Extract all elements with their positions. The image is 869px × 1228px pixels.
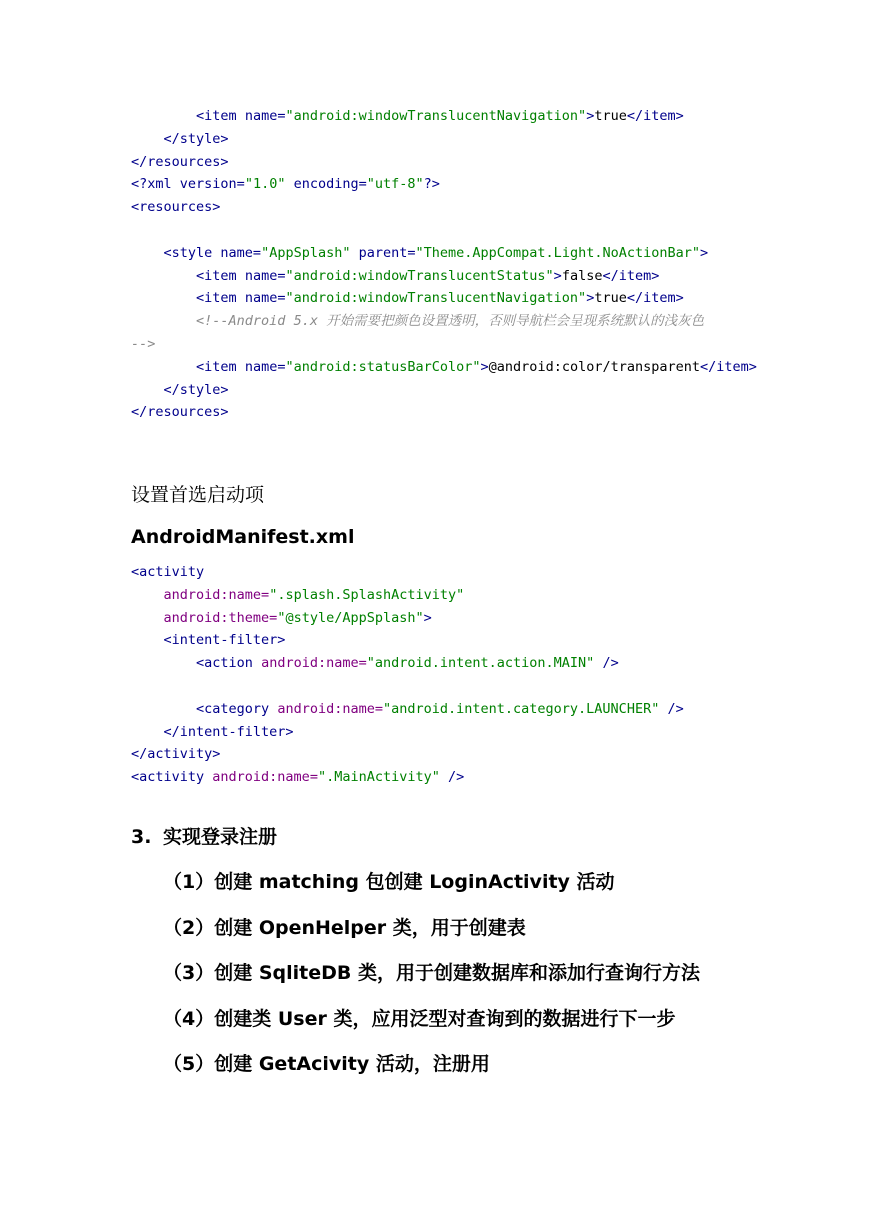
code-line — [131, 151, 757, 174]
code-token: true — [594, 290, 627, 307]
list-item: （1）创建 matching 包创建 LoginActivity 活动 — [163, 871, 615, 893]
code-token: </item> — [626, 108, 684, 124]
code-token: name= — [244, 267, 286, 284]
code-line — [131, 675, 684, 698]
code-token: <activity — [131, 564, 205, 580]
list-item: （4）创建类 User 类，应用泛型对查询到的数据进行下一步 — [163, 1008, 676, 1030]
code-token: "android:windowTranslucentNavigation" — [285, 108, 587, 124]
code-token: false — [561, 267, 603, 284]
section-number: 3. — [131, 826, 152, 848]
code-token: <action — [196, 655, 262, 672]
code-token: "android:windowTranslucentNavigation" — [285, 290, 587, 307]
code-block-manifest — [131, 561, 684, 789]
code-token: name= — [244, 358, 286, 375]
code-token: "utf-8" — [366, 176, 424, 193]
code-token: "android:windowTranslucentStatus" — [285, 267, 554, 284]
code-token: --> — [131, 335, 156, 352]
code-token: android:name= — [277, 700, 383, 717]
code-line — [131, 721, 684, 744]
code-token: <!--Android 5.x 开始需要把颜色设置透明，否则导航栏会呈现系统默认的浅灰色 — [196, 313, 705, 330]
code-token: <intent-filter> — [163, 632, 286, 649]
code-token: > — [480, 358, 489, 375]
code-line — [131, 356, 757, 379]
code-token: > — [586, 108, 595, 124]
code-token: "Theme.AppCompat.Light.NoActionBar" — [415, 244, 700, 261]
code-token: "android:statusBarColor" — [285, 358, 481, 375]
code-token: /> — [667, 700, 684, 717]
code-token: ?> — [423, 176, 440, 193]
code-token: > — [700, 244, 709, 261]
code-block-styles — [131, 105, 757, 424]
code-token: > — [553, 267, 562, 284]
code-line — [131, 128, 757, 151]
code-line — [131, 379, 757, 402]
code-token: </activity> — [131, 746, 221, 763]
code-token: <style — [163, 244, 221, 261]
code-token: </item> — [602, 267, 660, 284]
code-token: <item — [196, 267, 245, 284]
code-line — [131, 196, 757, 219]
code-token: <resources> — [131, 199, 221, 216]
code-token: parent= — [358, 244, 416, 261]
code-token: android:name= — [261, 655, 367, 672]
code-token: <item — [196, 108, 245, 124]
list-item: （5）创建 GetAcivity 活动，注册用 — [163, 1053, 490, 1075]
code-token: > — [423, 609, 432, 626]
heading-manifest: AndroidManifest.xml — [131, 526, 355, 548]
heading-startup: 设置首选启动项 — [131, 484, 265, 506]
code-token: true — [594, 108, 627, 124]
code-line — [131, 698, 684, 721]
code-token: <category — [196, 700, 278, 717]
code-line — [131, 333, 757, 356]
code-line — [131, 265, 757, 288]
code-token: version= — [179, 176, 245, 193]
code-token: name= — [244, 290, 286, 307]
code-token: @android:color/transparent — [488, 358, 700, 375]
code-token: android:name= — [212, 769, 318, 786]
section-title: 实现登录注册 — [163, 826, 278, 848]
code-token: "android.intent.category.LAUNCHER" — [382, 700, 668, 717]
code-token: </item> — [626, 290, 684, 307]
code-line — [131, 607, 684, 630]
code-token: </resources> — [131, 404, 229, 421]
code-token: </style> — [163, 381, 229, 398]
code-line — [131, 629, 684, 652]
code-token: </resources> — [131, 153, 229, 170]
code-token: "android.intent.action.MAIN" — [366, 655, 603, 672]
code-token: /> — [448, 769, 465, 786]
code-line — [131, 561, 684, 584]
code-token: </style> — [163, 130, 229, 147]
code-token: "@style/AppSplash" — [277, 609, 424, 626]
code-line — [131, 242, 757, 265]
code-token: > — [586, 290, 595, 307]
code-token: ".splash.SplashActivity" — [269, 586, 465, 603]
code-token: <item — [196, 358, 245, 375]
code-token: "1.0" — [244, 176, 294, 193]
code-token: <activity — [131, 769, 213, 786]
code-token: name= — [244, 108, 286, 124]
code-token: </intent-filter> — [163, 723, 294, 740]
code-token: <item — [196, 290, 245, 307]
code-token: </item> — [700, 358, 757, 375]
code-line — [131, 173, 757, 196]
code-token: android:name= — [163, 586, 270, 603]
code-token: name= — [220, 244, 262, 261]
code-token: encoding= — [293, 176, 367, 193]
list-item: （2）创建 OpenHelper 类，用于创建表 — [163, 917, 526, 939]
section-3-heading — [131, 822, 277, 849]
code-token: <?xml — [131, 176, 180, 193]
code-line — [131, 766, 684, 789]
code-line — [131, 743, 684, 766]
code-token: ".MainActivity" — [317, 769, 448, 786]
code-token: android:theme= — [163, 609, 278, 626]
code-token: "AppSplash" — [261, 244, 359, 261]
code-line — [131, 219, 757, 242]
code-token: /> — [602, 655, 619, 672]
code-line — [131, 310, 757, 333]
list-item: （3）创建 SqliteDB 类，用于创建数据库和添加行查询行方法 — [163, 962, 700, 984]
code-line — [131, 105, 757, 128]
code-line — [131, 401, 757, 424]
code-line — [131, 652, 684, 675]
code-line — [131, 584, 684, 607]
code-line — [131, 287, 757, 310]
